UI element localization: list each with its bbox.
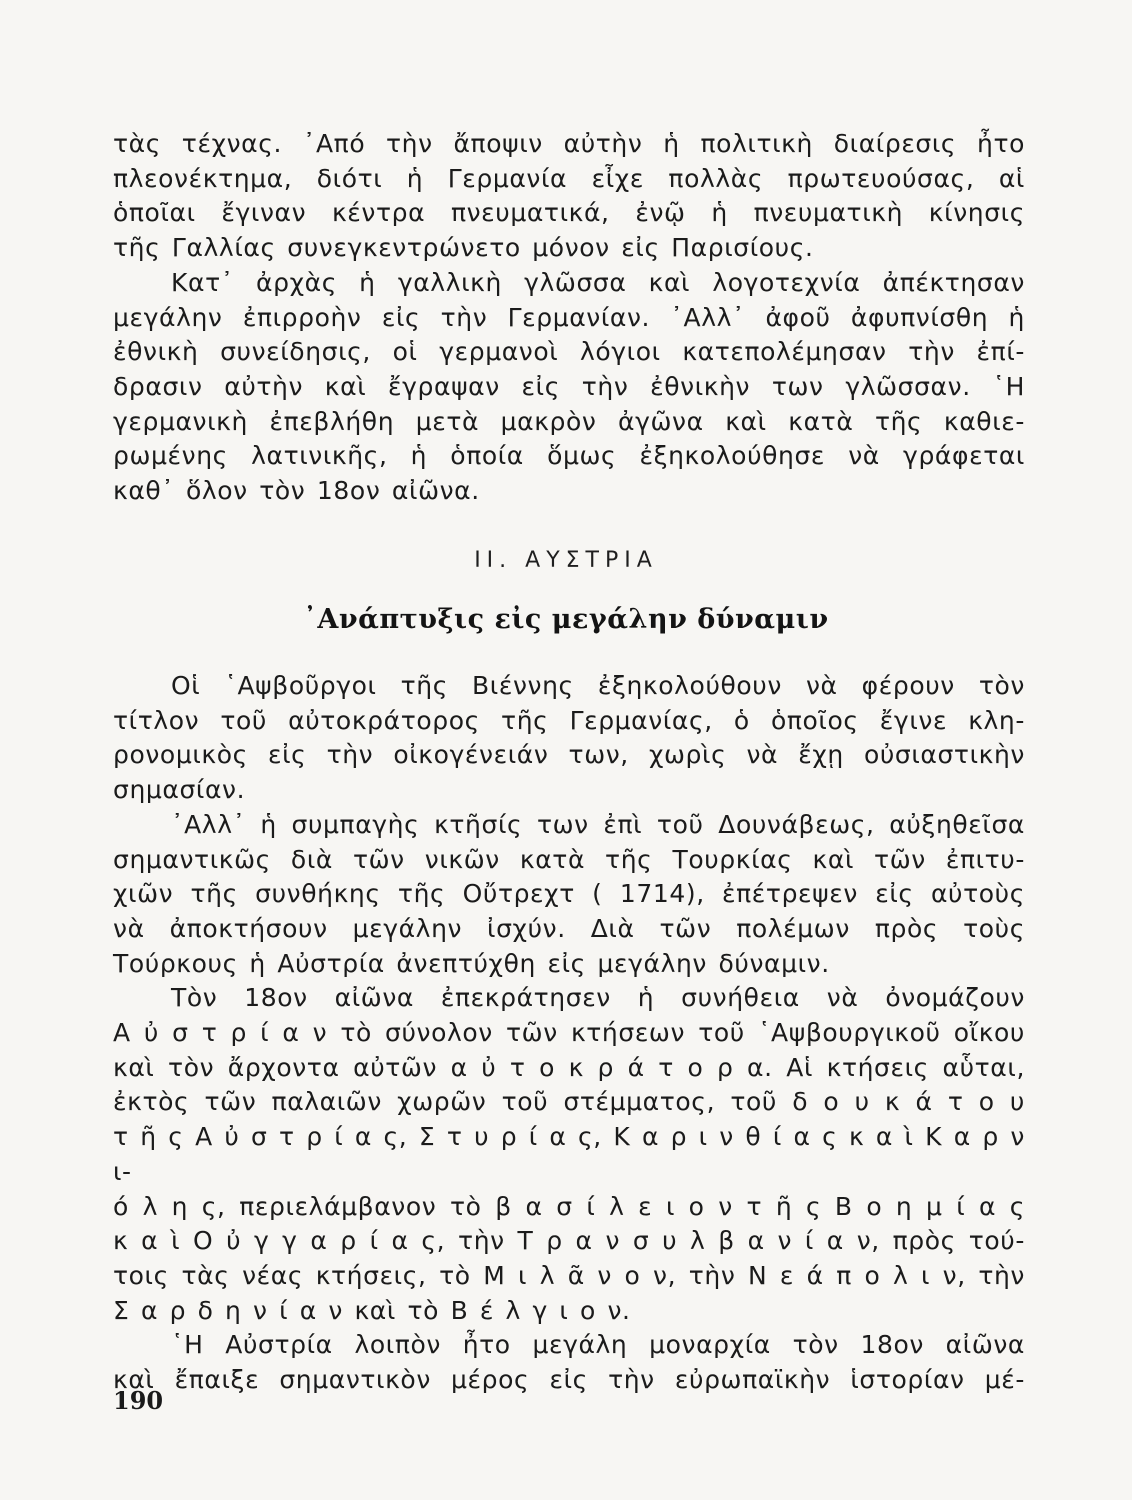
text-line: τὰς τέχνας. ᾿Από τὴν ἄποψιν αὐτὴν ἡ πολιτικὴ διαίρεσις ἦτο (113, 129, 1025, 158)
text-line: δρασιν αὐτὴν καὶ ἔγραψαν εἰς τὴν ἐθνικὴν των γλῶσσαν. ῾Η (113, 371, 1025, 401)
text-line: καὶ τὸν ἄρχοντα αὐτῶν α ὐ τ ο κ ρ ά τ ο ρ α. Αἱ κτήσεις αὗται, (113, 1052, 1025, 1082)
text-line: Οἱ ῾Αψβοῦργοι τῆς Βιέννης ἐξηκολούθουν νὰ φέρουν τὸν (171, 671, 1025, 700)
text-line: Τὸν 18ον αἰῶνα ἐπεκράτησεν ἡ συνήθεια νὰ ὀνομάζουν (171, 983, 1025, 1013)
text-line: χιῶν τῆς συνθήκης τῆς Οὔτρεχτ ( 1714), ἐπέτρεψεν εἰς αὐτοὺς (113, 879, 1025, 909)
text-line: τῆς Γαλλίας συνεγκεντρώνετο μόνον εἰς Παρισίους. (113, 233, 814, 263)
text-line: ό λ η ς, περιελάμβανον τὸ β α σ ί λ ε ι ο ν τ ῆ ς Β ο η μ ί α ς (113, 1191, 1025, 1221)
section-heading: ΙΙ. ΑΥΣΤΡΙΑ (474, 548, 658, 573)
text-line: ᾿Αλλ᾿ ἡ συμπαγὴς κτῆσίς των ἐπὶ τοῦ Δουνάβεως, αὐξηθεῖσα (171, 809, 1025, 839)
text-line: τ ῆ ς Α ὐ σ τ ρ ί α ς, Σ τ υ ρ ί α ς, Κ α ρ ι ν θ ί α ς κ α ὶ Κ α ρ ν ι- (113, 1122, 1025, 1186)
text-line: κ α ὶ Ο ὐ γ γ α ρ ί α ς, τὴν Τ ρ α ν σ υ λ β α ν ί α ν, πρὸς τού- (113, 1226, 1025, 1256)
text-line: ὁποῖαι ἔγιναν κέντρα πνευματικά, ἐνῷ ἡ πνευματικὴ κίνησις (113, 198, 1025, 228)
text-line: Σ α ρ δ η ν ί α ν καὶ τὸ Β έ λ γ ι ο ν. (113, 1295, 631, 1325)
text-line: νὰ ἀποκτήσουν μεγάλην ἰσχύν. Διὰ τῶν πολέμων πρὸς τοὺς (113, 913, 1025, 943)
text-line: Τούρκους ἡ Αὐστρία ἀνεπτύχθη εἰς μεγάλην δύναμιν. (113, 948, 830, 978)
paragraph-group-austria (113, 669, 1025, 1398)
text-line: σημαντικῶς διὰ τῶν νικῶν κατὰ τῆς Τουρκίας καὶ τῶν ἐπιτυ- (113, 844, 1025, 874)
text-line: σημασίαν. (113, 775, 246, 805)
page-number: 190 (113, 1386, 164, 1415)
section-subheading: ᾿Ανάπτυξις εἰς μεγάλην δύναμιν (303, 604, 829, 635)
text-line: ῾Η Αὐστρία λοιπὸν ἦτο μεγάλη μοναρχία τὸν 18ον αἰῶνα (171, 1330, 1025, 1360)
text-line: καθ᾿ ὅλον τὸν 18ον αἰῶνα. (113, 476, 480, 506)
text-line: τίτλον τοῦ αὐτοκράτορος τῆς Γερμανίας, ὁ ὁποῖος ἔγινε κλη- (113, 705, 1025, 735)
text-line: γερμανικὴ ἐπεβλήθη μετὰ μακρὸν ἀγῶνα καὶ κατὰ τῆς καθιε- (113, 406, 1025, 436)
paragraph-group-germany (113, 127, 1025, 509)
text-line: ἐθνικὴ συνείδησις, οἱ γερμανοὶ λόγιοι κατεπολέμησαν τὴν ἐπί- (113, 337, 1025, 367)
text-line: ρονομικὸς εἰς τὴν οἰκογένειάν των, χωρὶς νὰ ἔχῃ οὐσιαστικὴν (113, 740, 1025, 770)
text-line: τοις τὰς νέας κτήσεις, τὸ Μ ι λ ᾶ ν ο ν, τὴν Ν ε ά π ο λ ι ν, τὴν (113, 1260, 1025, 1290)
text-line: ρωμένης λατινικῆς, ἡ ὁποία ὅμως ἐξηκολούθησε νὰ γράφεται (113, 441, 1025, 471)
text-line: μεγάλην ἐπιρροὴν εἰς τὴν Γερμανίαν. ᾿Αλλ᾿ ἀφοῦ ἀφυπνίσθη ἡ (113, 302, 1025, 332)
text-line: καὶ ἔπαιξε σημαντικὸν μέρος εἰς τὴν εὐρωπαϊκὴν ἱστορίαν μέ- (113, 1365, 1025, 1395)
text-line: Α ὐ σ τ ρ ί α ν τὸ σύνολον τῶν κτήσεων τοῦ ῾Αψβουργικοῦ οἴκου (113, 1018, 1025, 1048)
text-line: πλεονέκτημα, διότι ἡ Γερμανία εἶχε πολλὰς πρωτευούσας, αἱ (113, 163, 1025, 193)
text-line: ἐκτὸς τῶν παλαιῶν χωρῶν τοῦ στέμματος, τοῦ δ ο υ κ ά τ ο υ (113, 1087, 1025, 1117)
text-line: Κατ᾿ ἀρχὰς ἡ γαλλικὴ γλῶσσα καὶ λογοτεχνία ἀπέκτησαν (171, 267, 1025, 297)
